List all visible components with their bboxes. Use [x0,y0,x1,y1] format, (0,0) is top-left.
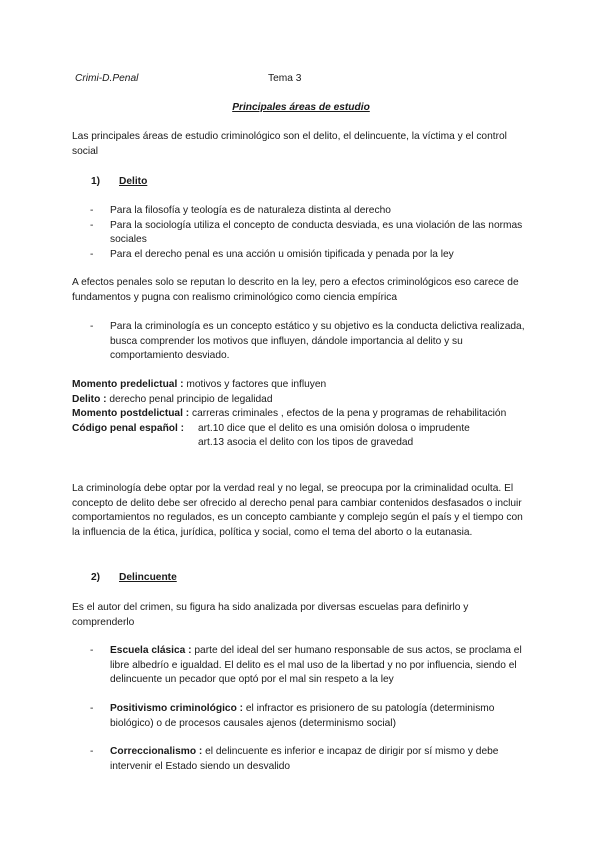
moment-key: Momento predelictual : [72,379,184,390]
code-line: art.10 dice que el delito es una omisión dolosa o imprudente [198,422,470,434]
code-lines [198,422,470,451]
list-item: - Para el derecho penal es una acción u omisión tipificada y penada por la ley [90,248,528,263]
delincuente-paragraph: Es el autor del crimen, su figura ha sido analizada por diversas escuelas para definirlo y comprenderlo [72,602,469,628]
list-item: - Para la sociología utiliza el concepto de conducta desviada, es una violación de las normas sociales [90,219,528,248]
criminology-list [90,320,528,364]
section-heading-delincuente [91,571,177,586]
header-subject: Crimi-D.Penal [75,73,139,84]
schools-list [90,702,528,731]
page-title: Principales áreas de estudio [232,102,370,113]
moment-postdelictual [72,407,527,422]
school-value: el delincuente es inferior e incapaz de dirigir por sí mismo y debe intervenir el Estado siendo un desvalido [110,746,499,772]
penal-effects-paragraph: A efectos penales solo se reputan lo descrito en la ley, pero a efectos criminológicos eso carece de fundamentos y pugna con realismo criminológico como ciencia empírica [72,277,519,303]
school-key: Escuela clásica : [110,645,192,656]
section-label: Delito [119,176,148,187]
code-key: Código penal español : [72,422,185,434]
criminology-truth-paragraph: La criminología debe optar por la verdad real y no legal, se preocupa por la criminalidad oculta. El concepto de delito debe ser ofrecido al derecho penal para cambiar contenidos desfasados o incluir comportamientos no regulados, es un concepto cambiante y complejo según el país y el tiempo con la influencia de la ética, jurídica, política y social, como el tema del aborto o la eutanasia. [72,483,523,538]
moments-block [72,378,527,451]
header-topic: Tema 3 [268,73,302,84]
list-item [90,745,528,774]
list-item [90,702,528,731]
moment-value: derecho penal principio de legalidad [106,393,273,405]
schools-list [90,745,528,774]
section-heading-delito [91,175,147,190]
intro-paragraph: Las principales áreas de estudio criminológico son el delito, el delincuente, la víctima y el control social [72,131,507,157]
list-item: - Para la filosofía y teología es de naturaleza distinta al derecho [90,204,528,219]
moment-key: Delito : [72,393,107,405]
school-key: Positivismo criminológico : [110,703,244,714]
school-key: Correccionalismo : [110,746,203,757]
moment-delito [72,393,527,408]
list-item: - Para la criminología es un concepto estático y su objetivo es la conducta delictiva realizada, busca comprender los motivos que influyen, dándole importancia al delito y su comportamiento desviado. [90,320,528,364]
section-label: Delincuente [119,572,177,583]
moment-key: Momento postdelictual : [72,408,190,420]
list-item [90,644,528,688]
schools-list [90,644,528,688]
school-value: parte del ideal del ser humano responsable de sus actos, se proclama el libre albedrío e igualdad. El delito es el mal uso de la libertad y no por influencia, siendo el delincuente un pecador que optó por el mal sin respeto a la ley [110,645,522,686]
school-value: el infractor es prisionero de su patología (determinismo biológico) o de procesos causales ajenos (determinismo social) [110,703,495,729]
section-number: 1) [91,176,101,187]
codigo-penal-row [72,422,527,451]
delito-definitions-list [90,204,528,262]
section-number: 2) [91,572,101,583]
moment-value: motivos y factores que influyen [183,379,327,390]
moment-predelictual [72,378,527,393]
code-line: art.13 asocia el delito con los tipos de gravedad [198,437,414,449]
moment-value: carreras criminales , efectos de la pena y programas de rehabilitación [189,408,507,420]
